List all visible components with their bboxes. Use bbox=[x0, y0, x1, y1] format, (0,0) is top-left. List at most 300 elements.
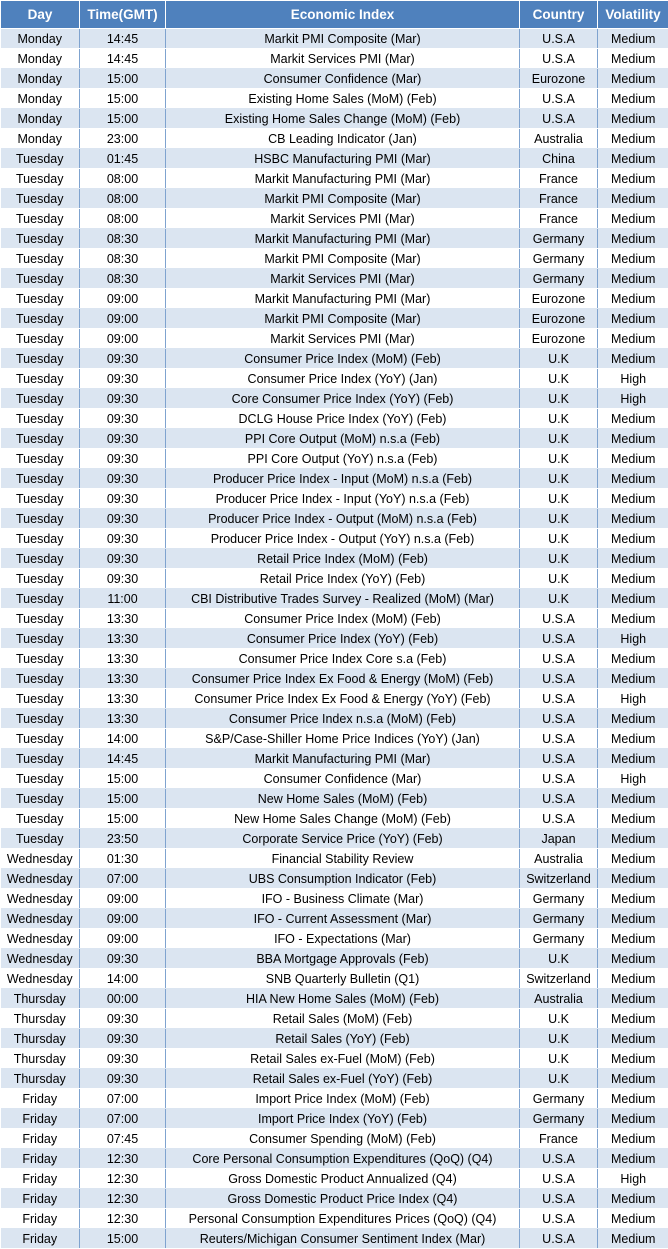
cell-volatility: Medium bbox=[598, 449, 668, 469]
cell-country: U.S.A bbox=[520, 1209, 598, 1229]
table-row bbox=[1, 1229, 668, 1249]
cell-time: 01:45 bbox=[80, 149, 166, 169]
cell-day: Thursday bbox=[1, 1009, 80, 1029]
cell-day: Tuesday bbox=[1, 369, 80, 389]
table-row bbox=[1, 129, 668, 149]
cell-volatility: Medium bbox=[598, 189, 668, 209]
cell-economic-index: Producer Price Index - Output (MoM) n.s.a (Feb) bbox=[166, 509, 520, 529]
cell-time: 12:30 bbox=[80, 1209, 166, 1229]
cell-volatility: Medium bbox=[598, 249, 668, 269]
cell-day: Wednesday bbox=[1, 869, 80, 889]
cell-country: U.K bbox=[520, 509, 598, 529]
cell-economic-index: Consumer Price Index (MoM) (Feb) bbox=[166, 349, 520, 369]
cell-country: U.S.A bbox=[520, 729, 598, 749]
cell-time: 09:30 bbox=[80, 1069, 166, 1089]
cell-volatility: Medium bbox=[598, 1149, 668, 1169]
cell-day: Tuesday bbox=[1, 469, 80, 489]
cell-economic-index: Consumer Price Index (MoM) (Feb) bbox=[166, 609, 520, 629]
cell-country: U.K bbox=[520, 449, 598, 469]
cell-time: 09:30 bbox=[80, 469, 166, 489]
table-row bbox=[1, 329, 668, 349]
cell-day: Tuesday bbox=[1, 569, 80, 589]
cell-economic-index: IFO - Business Climate (Mar) bbox=[166, 889, 520, 909]
cell-day: Tuesday bbox=[1, 549, 80, 569]
cell-economic-index: Personal Consumption Expenditures Prices (QoQ) (Q4) bbox=[166, 1209, 520, 1229]
cell-economic-index: CBI Distributive Trades Survey - Realized (MoM) (Mar) bbox=[166, 589, 520, 609]
table-row bbox=[1, 969, 668, 989]
cell-economic-index: CB Leading Indicator (Jan) bbox=[166, 129, 520, 149]
table-row bbox=[1, 749, 668, 769]
cell-day: Tuesday bbox=[1, 689, 80, 709]
cell-volatility: High bbox=[598, 689, 668, 709]
cell-volatility: Medium bbox=[598, 1049, 668, 1069]
cell-country: Australia bbox=[520, 129, 598, 149]
cell-volatility: Medium bbox=[598, 1189, 668, 1209]
table-row bbox=[1, 1069, 668, 1089]
cell-economic-index: Markit PMI Composite (Mar) bbox=[166, 29, 520, 49]
cell-economic-index: Consumer Price Index Ex Food & Energy (MoM) (Feb) bbox=[166, 669, 520, 689]
cell-day: Tuesday bbox=[1, 589, 80, 609]
cell-economic-index: Retail Sales (MoM) (Feb) bbox=[166, 1009, 520, 1029]
table-row bbox=[1, 789, 668, 809]
cell-volatility: Medium bbox=[598, 89, 668, 109]
table-row bbox=[1, 649, 668, 669]
cell-country: U.K bbox=[520, 489, 598, 509]
cell-country: U.S.A bbox=[520, 109, 598, 129]
cell-day: Tuesday bbox=[1, 189, 80, 209]
cell-volatility: Medium bbox=[598, 209, 668, 229]
cell-country: U.K bbox=[520, 429, 598, 449]
cell-time: 15:00 bbox=[80, 89, 166, 109]
cell-time: 01:30 bbox=[80, 849, 166, 869]
table-row bbox=[1, 309, 668, 329]
cell-country: Germany bbox=[520, 1089, 598, 1109]
cell-country: U.K bbox=[520, 529, 598, 549]
cell-country: U.K bbox=[520, 389, 598, 409]
table-row bbox=[1, 409, 668, 429]
cell-country: U.S.A bbox=[520, 669, 598, 689]
cell-country: U.S.A bbox=[520, 809, 598, 829]
cell-day: Tuesday bbox=[1, 749, 80, 769]
table-row bbox=[1, 89, 668, 109]
cell-day: Thursday bbox=[1, 1049, 80, 1069]
cell-day: Wednesday bbox=[1, 909, 80, 929]
cell-country: Eurozone bbox=[520, 329, 598, 349]
cell-day: Tuesday bbox=[1, 349, 80, 369]
cell-economic-index: Gross Domestic Product Price Index (Q4) bbox=[166, 1189, 520, 1209]
cell-day: Tuesday bbox=[1, 489, 80, 509]
cell-economic-index: Markit Services PMI (Mar) bbox=[166, 49, 520, 69]
cell-country: Germany bbox=[520, 929, 598, 949]
cell-day: Monday bbox=[1, 129, 80, 149]
cell-day: Friday bbox=[1, 1209, 80, 1229]
cell-economic-index: Core Consumer Price Index (YoY) (Feb) bbox=[166, 389, 520, 409]
cell-economic-index: Markit Services PMI (Mar) bbox=[166, 269, 520, 289]
cell-country: U.S.A bbox=[520, 769, 598, 789]
table-header bbox=[1, 1, 668, 29]
cell-day: Tuesday bbox=[1, 629, 80, 649]
cell-economic-index: SNB Quarterly Bulletin (Q1) bbox=[166, 969, 520, 989]
cell-country: U.K bbox=[520, 1009, 598, 1029]
cell-day: Friday bbox=[1, 1129, 80, 1149]
header-row bbox=[1, 1, 668, 29]
table-row bbox=[1, 609, 668, 629]
cell-time: 13:30 bbox=[80, 609, 166, 629]
cell-country: U.S.A bbox=[520, 789, 598, 809]
cell-economic-index: Consumer Price Index Ex Food & Energy (YoY) (Feb) bbox=[166, 689, 520, 709]
cell-time: 12:30 bbox=[80, 1189, 166, 1209]
cell-economic-index: Gross Domestic Product Annualized (Q4) bbox=[166, 1169, 520, 1189]
cell-volatility: Medium bbox=[598, 329, 668, 349]
cell-country: Eurozone bbox=[520, 69, 598, 89]
cell-country: U.S.A bbox=[520, 49, 598, 69]
header-country: Country bbox=[520, 1, 598, 29]
cell-day: Tuesday bbox=[1, 769, 80, 789]
cell-economic-index: Existing Home Sales (MoM) (Feb) bbox=[166, 89, 520, 109]
cell-time: 09:30 bbox=[80, 1009, 166, 1029]
table-row bbox=[1, 209, 668, 229]
cell-time: 08:00 bbox=[80, 209, 166, 229]
table-row bbox=[1, 469, 668, 489]
table-row bbox=[1, 269, 668, 289]
cell-time: 11:00 bbox=[80, 589, 166, 609]
table-row bbox=[1, 669, 668, 689]
cell-economic-index: Consumer Confidence (Mar) bbox=[166, 69, 520, 89]
cell-day: Tuesday bbox=[1, 829, 80, 849]
cell-economic-index: IFO - Expectations (Mar) bbox=[166, 929, 520, 949]
cell-economic-index: Producer Price Index - Input (YoY) n.s.a (Feb) bbox=[166, 489, 520, 509]
cell-day: Monday bbox=[1, 29, 80, 49]
cell-country: Germany bbox=[520, 249, 598, 269]
cell-day: Monday bbox=[1, 49, 80, 69]
cell-volatility: Medium bbox=[598, 1129, 668, 1149]
cell-time: 09:00 bbox=[80, 289, 166, 309]
cell-country: U.S.A bbox=[520, 1189, 598, 1209]
cell-volatility: Medium bbox=[598, 149, 668, 169]
cell-volatility: Medium bbox=[598, 969, 668, 989]
cell-day: Tuesday bbox=[1, 389, 80, 409]
table-row bbox=[1, 1089, 668, 1109]
cell-country: U.K bbox=[520, 1029, 598, 1049]
table-row bbox=[1, 429, 668, 449]
cell-economic-index: Retail Price Index (MoM) (Feb) bbox=[166, 549, 520, 569]
cell-economic-index: Markit Services PMI (Mar) bbox=[166, 329, 520, 349]
cell-volatility: Medium bbox=[598, 29, 668, 49]
cell-economic-index: Markit PMI Composite (Mar) bbox=[166, 189, 520, 209]
cell-country: U.K bbox=[520, 569, 598, 589]
cell-volatility: High bbox=[598, 389, 668, 409]
cell-economic-index: Markit PMI Composite (Mar) bbox=[166, 249, 520, 269]
cell-volatility: Medium bbox=[598, 869, 668, 889]
cell-time: 09:00 bbox=[80, 889, 166, 909]
table-row bbox=[1, 849, 668, 869]
cell-day: Tuesday bbox=[1, 709, 80, 729]
cell-volatility: Medium bbox=[598, 929, 668, 949]
cell-economic-index: Existing Home Sales Change (MoM) (Feb) bbox=[166, 109, 520, 129]
cell-time: 09:30 bbox=[80, 489, 166, 509]
cell-day: Wednesday bbox=[1, 929, 80, 949]
cell-country: France bbox=[520, 169, 598, 189]
cell-volatility: Medium bbox=[598, 269, 668, 289]
cell-volatility: High bbox=[598, 1169, 668, 1189]
cell-day: Tuesday bbox=[1, 649, 80, 669]
cell-volatility: Medium bbox=[598, 749, 668, 769]
table-row bbox=[1, 369, 668, 389]
cell-time: 09:30 bbox=[80, 549, 166, 569]
cell-day: Thursday bbox=[1, 1069, 80, 1089]
cell-time: 13:30 bbox=[80, 649, 166, 669]
cell-time: 09:30 bbox=[80, 1049, 166, 1069]
cell-economic-index: New Home Sales (MoM) (Feb) bbox=[166, 789, 520, 809]
cell-economic-index: Producer Price Index - Output (YoY) n.s.a (Feb) bbox=[166, 529, 520, 549]
cell-day: Friday bbox=[1, 1189, 80, 1209]
table-row bbox=[1, 509, 668, 529]
cell-day: Tuesday bbox=[1, 609, 80, 629]
cell-economic-index: Import Price Index (YoY) (Feb) bbox=[166, 1109, 520, 1129]
cell-time: 09:30 bbox=[80, 1029, 166, 1049]
cell-time: 15:00 bbox=[80, 789, 166, 809]
cell-time: 00:00 bbox=[80, 989, 166, 1009]
cell-volatility: Medium bbox=[598, 1209, 668, 1229]
table-row bbox=[1, 189, 668, 209]
cell-country: U.K bbox=[520, 349, 598, 369]
cell-day: Tuesday bbox=[1, 409, 80, 429]
cell-volatility: Medium bbox=[598, 1089, 668, 1109]
cell-volatility: Medium bbox=[598, 229, 668, 249]
cell-country: U.S.A bbox=[520, 649, 598, 669]
cell-economic-index: Corporate Service Price (YoY) (Feb) bbox=[166, 829, 520, 849]
cell-time: 07:00 bbox=[80, 1109, 166, 1129]
cell-economic-index: PPI Core Output (YoY) n.s.a (Feb) bbox=[166, 449, 520, 469]
cell-day: Tuesday bbox=[1, 329, 80, 349]
header-economic-index: Economic Index bbox=[166, 1, 520, 29]
cell-time: 09:30 bbox=[80, 409, 166, 429]
cell-volatility: Medium bbox=[598, 589, 668, 609]
cell-day: Tuesday bbox=[1, 249, 80, 269]
cell-country: U.S.A bbox=[520, 29, 598, 49]
cell-time: 09:30 bbox=[80, 429, 166, 449]
table-row bbox=[1, 769, 668, 789]
cell-time: 13:30 bbox=[80, 669, 166, 689]
header-day: Day bbox=[1, 1, 80, 29]
table-row bbox=[1, 809, 668, 829]
cell-time: 09:30 bbox=[80, 369, 166, 389]
cell-country: Germany bbox=[520, 889, 598, 909]
cell-country: Japan bbox=[520, 829, 598, 849]
table-row bbox=[1, 1049, 668, 1069]
table-row bbox=[1, 1209, 668, 1229]
cell-economic-index: Reuters/Michigan Consumer Sentiment Index (Mar) bbox=[166, 1229, 520, 1249]
cell-time: 09:30 bbox=[80, 349, 166, 369]
cell-country: France bbox=[520, 189, 598, 209]
cell-country: France bbox=[520, 209, 598, 229]
table-row bbox=[1, 169, 668, 189]
cell-country: U.S.A bbox=[520, 1169, 598, 1189]
cell-economic-index: Retail Sales ex-Fuel (YoY) (Feb) bbox=[166, 1069, 520, 1089]
cell-country: U.K bbox=[520, 1069, 598, 1089]
cell-day: Tuesday bbox=[1, 229, 80, 249]
table-row bbox=[1, 1009, 668, 1029]
table-row bbox=[1, 989, 668, 1009]
cell-time: 09:30 bbox=[80, 569, 166, 589]
cell-volatility: Medium bbox=[598, 949, 668, 969]
cell-volatility: Medium bbox=[598, 429, 668, 449]
table-row bbox=[1, 389, 668, 409]
cell-economic-index: Core Personal Consumption Expenditures (QoQ) (Q4) bbox=[166, 1149, 520, 1169]
cell-day: Tuesday bbox=[1, 269, 80, 289]
cell-country: U.K bbox=[520, 589, 598, 609]
cell-time: 15:00 bbox=[80, 769, 166, 789]
header-time: Time(GMT) bbox=[80, 1, 166, 29]
cell-country: Switzerland bbox=[520, 969, 598, 989]
cell-time: 23:50 bbox=[80, 829, 166, 849]
cell-day: Thursday bbox=[1, 989, 80, 1009]
cell-country: Australia bbox=[520, 849, 598, 869]
cell-economic-index: Producer Price Index - Input (MoM) n.s.a (Feb) bbox=[166, 469, 520, 489]
table-row bbox=[1, 1149, 668, 1169]
cell-day: Monday bbox=[1, 69, 80, 89]
cell-time: 15:00 bbox=[80, 109, 166, 129]
cell-time: 09:00 bbox=[80, 909, 166, 929]
cell-day: Tuesday bbox=[1, 429, 80, 449]
table-row bbox=[1, 569, 668, 589]
cell-volatility: Medium bbox=[598, 729, 668, 749]
cell-volatility: Medium bbox=[598, 1009, 668, 1029]
cell-time: 09:30 bbox=[80, 529, 166, 549]
cell-economic-index: PPI Core Output (MoM) n.s.a (Feb) bbox=[166, 429, 520, 449]
cell-time: 09:30 bbox=[80, 949, 166, 969]
cell-volatility: Medium bbox=[598, 529, 668, 549]
table-row bbox=[1, 1109, 668, 1129]
cell-day: Tuesday bbox=[1, 309, 80, 329]
cell-volatility: Medium bbox=[598, 849, 668, 869]
cell-volatility: Medium bbox=[598, 1029, 668, 1049]
cell-volatility: High bbox=[598, 629, 668, 649]
cell-country: U.S.A bbox=[520, 689, 598, 709]
cell-economic-index: Retail Price Index (YoY) (Feb) bbox=[166, 569, 520, 589]
cell-volatility: Medium bbox=[598, 609, 668, 629]
table-row bbox=[1, 909, 668, 929]
header-volatility: Volatility bbox=[598, 1, 668, 29]
table-row bbox=[1, 489, 668, 509]
cell-economic-index: HIA New Home Sales (MoM) (Feb) bbox=[166, 989, 520, 1009]
cell-economic-index: DCLG House Price Index (YoY) (Feb) bbox=[166, 409, 520, 429]
cell-country: Germany bbox=[520, 909, 598, 929]
cell-day: Tuesday bbox=[1, 289, 80, 309]
cell-economic-index: Financial Stability Review bbox=[166, 849, 520, 869]
table-row bbox=[1, 1169, 668, 1189]
cell-time: 09:30 bbox=[80, 509, 166, 529]
cell-volatility: Medium bbox=[598, 69, 668, 89]
cell-volatility: Medium bbox=[598, 1109, 668, 1129]
cell-day: Tuesday bbox=[1, 209, 80, 229]
cell-country: U.K bbox=[520, 549, 598, 569]
cell-time: 09:30 bbox=[80, 449, 166, 469]
cell-time: 12:30 bbox=[80, 1169, 166, 1189]
cell-economic-index: Retail Sales ex-Fuel (MoM) (Feb) bbox=[166, 1049, 520, 1069]
cell-time: 08:30 bbox=[80, 249, 166, 269]
table-row bbox=[1, 29, 668, 49]
cell-country: Germany bbox=[520, 229, 598, 249]
cell-country: U.S.A bbox=[520, 1229, 598, 1249]
cell-volatility: Medium bbox=[598, 169, 668, 189]
table-row bbox=[1, 1029, 668, 1049]
cell-day: Tuesday bbox=[1, 149, 80, 169]
cell-volatility: Medium bbox=[598, 649, 668, 669]
cell-day: Friday bbox=[1, 1229, 80, 1249]
table-row bbox=[1, 249, 668, 269]
cell-volatility: Medium bbox=[598, 789, 668, 809]
cell-volatility: Medium bbox=[598, 109, 668, 129]
cell-country: Eurozone bbox=[520, 309, 598, 329]
table-row bbox=[1, 889, 668, 909]
cell-economic-index: Markit Manufacturing PMI (Mar) bbox=[166, 749, 520, 769]
cell-volatility: Medium bbox=[598, 889, 668, 909]
cell-economic-index: Markit Manufacturing PMI (Mar) bbox=[166, 229, 520, 249]
cell-country: France bbox=[520, 1129, 598, 1149]
cell-economic-index: Consumer Price Index (YoY) (Jan) bbox=[166, 369, 520, 389]
cell-time: 14:45 bbox=[80, 749, 166, 769]
cell-time: 13:30 bbox=[80, 629, 166, 649]
cell-volatility: Medium bbox=[598, 709, 668, 729]
cell-volatility: High bbox=[598, 769, 668, 789]
cell-day: Tuesday bbox=[1, 789, 80, 809]
table-row bbox=[1, 229, 668, 249]
cell-day: Tuesday bbox=[1, 449, 80, 469]
cell-volatility: Medium bbox=[598, 469, 668, 489]
cell-time: 15:00 bbox=[80, 69, 166, 89]
cell-country: Eurozone bbox=[520, 289, 598, 309]
cell-economic-index: Consumer Price Index (YoY) (Feb) bbox=[166, 629, 520, 649]
cell-time: 09:00 bbox=[80, 329, 166, 349]
cell-volatility: Medium bbox=[598, 349, 668, 369]
table-row bbox=[1, 549, 668, 569]
cell-volatility: Medium bbox=[598, 289, 668, 309]
cell-time: 07:00 bbox=[80, 869, 166, 889]
cell-economic-index: BBA Mortgage Approvals (Feb) bbox=[166, 949, 520, 969]
cell-economic-index: Markit PMI Composite (Mar) bbox=[166, 309, 520, 329]
cell-volatility: Medium bbox=[598, 489, 668, 509]
cell-economic-index: Markit Services PMI (Mar) bbox=[166, 209, 520, 229]
cell-time: 13:30 bbox=[80, 709, 166, 729]
table-row bbox=[1, 949, 668, 969]
cell-economic-index: Consumer Price Index n.s.a (MoM) (Feb) bbox=[166, 709, 520, 729]
table-row bbox=[1, 829, 668, 849]
cell-volatility: Medium bbox=[598, 989, 668, 1009]
table-row bbox=[1, 729, 668, 749]
cell-country: U.S.A bbox=[520, 89, 598, 109]
table-row bbox=[1, 49, 668, 69]
cell-economic-index: Markit Manufacturing PMI (Mar) bbox=[166, 289, 520, 309]
cell-day: Tuesday bbox=[1, 509, 80, 529]
cell-day: Friday bbox=[1, 1109, 80, 1129]
cell-country: U.S.A bbox=[520, 1149, 598, 1169]
cell-time: 09:30 bbox=[80, 389, 166, 409]
cell-country: U.K bbox=[520, 949, 598, 969]
cell-economic-index: Import Price Index (MoM) (Feb) bbox=[166, 1089, 520, 1109]
cell-time: 14:45 bbox=[80, 49, 166, 69]
table-row bbox=[1, 289, 668, 309]
cell-day: Monday bbox=[1, 89, 80, 109]
cell-time: 08:00 bbox=[80, 189, 166, 209]
cell-country: U.K bbox=[520, 469, 598, 489]
cell-country: Switzerland bbox=[520, 869, 598, 889]
cell-day: Tuesday bbox=[1, 169, 80, 189]
cell-volatility: Medium bbox=[598, 49, 668, 69]
table-body bbox=[1, 29, 668, 1249]
table-row bbox=[1, 629, 668, 649]
cell-country: U.K bbox=[520, 369, 598, 389]
